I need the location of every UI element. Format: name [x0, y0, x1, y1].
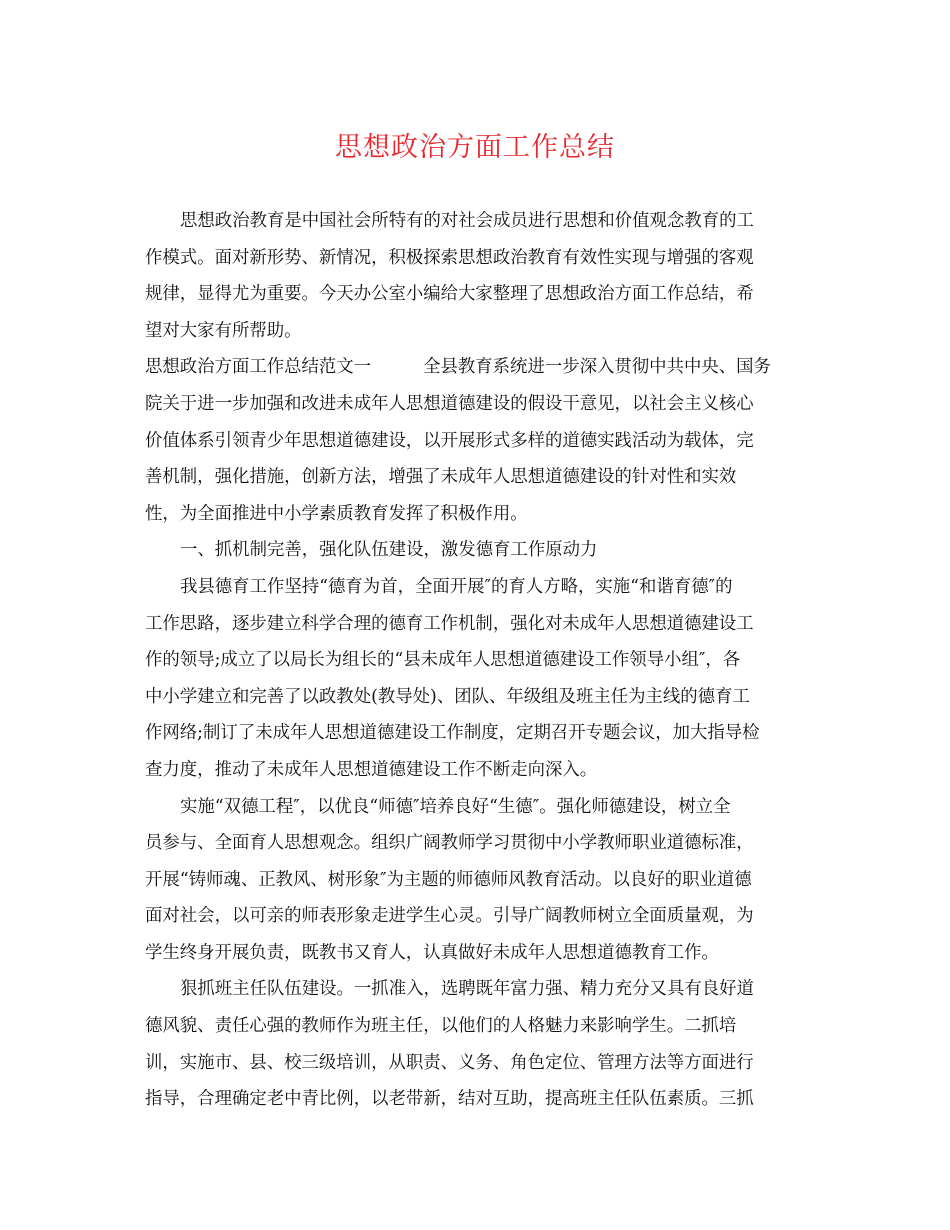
line-text: 指导，合理确定老中青比例，以老带新，结对互助，提高班主任队伍素质。三抓 [145, 1089, 754, 1110]
line-text: 员参与、全面育人思想观念。组织广阔教师学习贯彻中小学教师职业道德标准， [145, 833, 754, 854]
paragraph-line [145, 935, 810, 972]
document-title: 思想政治方面工作总结 [335, 132, 615, 163]
paragraph-line [145, 313, 810, 350]
line-text: 学生终身开展负责，既教书又育人，认真做好未成年人思想道德教育工作。 [145, 942, 719, 963]
paragraph-line [145, 496, 810, 533]
paragraph-line [145, 715, 810, 752]
paragraph-line [145, 1008, 810, 1045]
paragraph-line [145, 679, 810, 716]
line-text: 训，实施市、县、校三级培训，从职责、义务、角色定位、管理方法等方面进行 [145, 1052, 754, 1073]
line-text: 狠抓班主任队伍建设。一抓准入，选聘既年富力强、精力充分又具有良好道 [180, 979, 754, 1000]
line-text: 开展“铸师魂、正教风、树形象″为主题的师德师风教育活动。以良好的职业道德 [145, 869, 752, 890]
paragraph-line [145, 1045, 810, 1082]
paragraph-line [145, 423, 810, 460]
line-text: 价值体系引领青少年思想道德建设，以开展形式多样的道德实践活动为载体，完 [145, 430, 754, 451]
line-text: 院关于进一步加强和改进未成年人思想道德建设的假设干意见，以社会主义核心 [145, 393, 754, 414]
document-body [145, 203, 810, 1118]
paragraph-line [145, 1081, 810, 1118]
line-text: 查力度，推动了未成年人思想道德建设工作不断走向深入。 [145, 759, 598, 780]
line-text: 思想政治方面工作总结范文一 [145, 357, 372, 378]
paragraph-line [145, 825, 810, 862]
line-text: 望对大家有所帮助。 [145, 320, 302, 341]
line-text: 面对社会，以可亲的师表形象走进学生心灵。引导广阔教师树立全面质量观，为 [145, 906, 754, 927]
line-text: 善机制，强化措施，创新方法，增强了未成年人思想道德建设的针对性和实效 [145, 467, 737, 488]
line-text: 作的领导;成立了以局长为组长的“县未成年人思想道德建设工作领导小组″，各 [145, 650, 741, 671]
line-text: 工作思路，逐步建立科学合理的德育工作机制，强化对未成年人思想道德建设工 [145, 613, 754, 634]
line-text: 中小学建立和完善了以政教处(教导处)、团队、年级组及班主任为主线的德育工 [145, 686, 750, 707]
line-text: 作网络;制订了未成年人思想道德建设工作制度，定期召开专题会议，加大指导检 [145, 723, 760, 744]
paragraph-line [145, 203, 810, 240]
line-text: 规律，显得尤为重要。今天办公室小编给大家整理了思想政治方面工作总结，希 [145, 284, 754, 305]
paragraph-line [145, 532, 810, 569]
paragraph-line [145, 898, 810, 935]
paragraph-line [145, 789, 810, 826]
paragraph-line [145, 606, 810, 643]
line-text-continued: 全县教育系统进一步深入贯彻中共中央、国务 [423, 357, 771, 378]
line-text: 作模式。面对新形势、新情况，积极探索思想政治教育有效性实现与增强的客观 [145, 247, 754, 268]
paragraph-line [145, 862, 810, 899]
line-text: 性，为全面推进中小学素质教育发挥了积极作用。 [145, 503, 528, 524]
paragraph-line [145, 386, 810, 423]
paragraph-line [145, 459, 810, 496]
line-text: 思想政治教育是中国社会所特有的对社会成员进行思想和价值观念教育的工 [180, 211, 754, 231]
paragraph-line [145, 349, 810, 386]
paragraph-line [145, 642, 810, 679]
line-text: 一、抓机制完善，强化队伍建设，激发德育工作原动力 [180, 540, 598, 561]
paragraph-line [145, 569, 810, 606]
line-text: 实施“双德工程″，以优良“师德″培养良好“生德″。强化师德建设，树立全 [180, 796, 731, 817]
line-text: 德风貌、责任心强的教师作为班主任，以他们的人格魅力来影响学生。二抓培 [145, 1016, 737, 1037]
paragraph-line [145, 971, 810, 1008]
paragraph-line [145, 240, 810, 277]
paragraph-line [145, 276, 810, 313]
line-text: 我县德育工作坚持“德育为首，全面开展″的育人方略，实施“和谐育德″的 [180, 576, 733, 597]
paragraph-line [145, 752, 810, 789]
